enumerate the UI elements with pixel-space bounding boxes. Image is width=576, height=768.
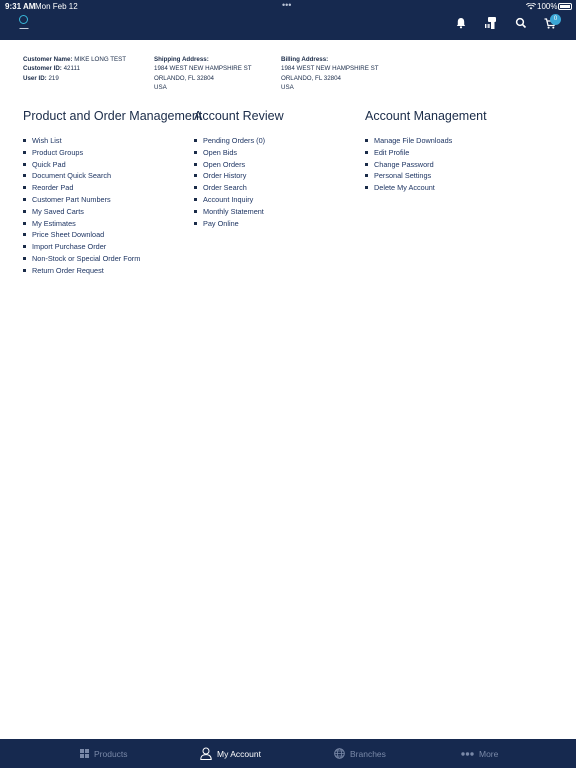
link-order-search[interactable]: Order Search xyxy=(194,182,284,194)
tab-products-label: Products xyxy=(94,748,128,759)
link-pending-orders[interactable]: Pending Orders (0) xyxy=(194,135,284,147)
user-id: 219 xyxy=(48,74,59,82)
link-import-purchase-order[interactable]: Import Purchase Order xyxy=(23,241,202,253)
customer-info xyxy=(23,55,126,83)
link-my-saved-carts[interactable]: My Saved Carts xyxy=(23,206,202,218)
section-title: Account Management xyxy=(365,109,487,123)
bell-icon[interactable] xyxy=(454,16,468,30)
link-my-estimates[interactable]: My Estimates xyxy=(23,218,202,230)
grid-icon xyxy=(80,749,89,758)
link-personal-settings[interactable]: Personal Settings xyxy=(365,170,487,182)
section-title: Account Review xyxy=(194,109,284,123)
link-account-inquiry[interactable]: Account Inquiry xyxy=(194,194,284,206)
shipping-address-label: Shipping Address: xyxy=(154,56,209,63)
link-list xyxy=(23,135,202,277)
tab-my-account-label: My Account xyxy=(217,748,261,759)
link-quick-pad[interactable]: Quick Pad xyxy=(23,159,202,171)
billing-address xyxy=(281,55,379,93)
tab-my-account[interactable] xyxy=(200,739,261,768)
top-bar xyxy=(0,0,576,40)
status-date: Mon Feb 12 xyxy=(35,2,78,11)
link-customer-part-numbers[interactable]: Customer Part Numbers xyxy=(23,194,202,206)
shipping-line1: 1984 WEST NEW HAMPSHIRE ST xyxy=(154,65,252,73)
link-order-history[interactable]: Order History xyxy=(194,170,284,182)
tab-products[interactable] xyxy=(80,739,128,768)
barcode-scanner-icon[interactable] xyxy=(484,16,498,30)
search-icon[interactable] xyxy=(514,16,528,30)
user-icon xyxy=(200,747,212,760)
billing-line3: USA xyxy=(281,84,294,92)
customer-id: 42111 xyxy=(63,65,80,73)
link-list xyxy=(365,135,487,194)
link-monthly-statement[interactable]: Monthly Statement xyxy=(194,206,284,218)
tab-more-label: More xyxy=(479,748,499,759)
link-price-sheet-download[interactable]: Price Sheet Download xyxy=(23,229,202,241)
link-change-password[interactable]: Change Password xyxy=(365,159,487,171)
link-open-orders[interactable]: Open Orders xyxy=(194,159,284,171)
link-pay-online[interactable]: Pay Online xyxy=(194,218,284,230)
status-time: 9:31 AM xyxy=(5,2,36,11)
link-product-groups[interactable]: Product Groups xyxy=(23,147,202,159)
section-title: Product and Order Management xyxy=(23,109,203,123)
billing-address-label: Billing Address: xyxy=(281,56,329,63)
globe-icon xyxy=(334,748,345,759)
billing-line2: ORLANDO, FL 32804 xyxy=(281,74,341,82)
link-manage-file-downloads[interactable]: Manage File Downloads xyxy=(365,135,487,147)
customer-name: MIKE LONG TEST xyxy=(74,56,127,63)
bottom-tab-bar xyxy=(0,739,576,768)
brand-logo-icon[interactable]: ▬▬▬ xyxy=(12,15,36,35)
product-order-management-section xyxy=(23,109,202,277)
link-open-bids[interactable]: Open Bids xyxy=(194,147,284,159)
link-reorder-pad[interactable]: Reorder Pad xyxy=(23,182,202,194)
multitasking-dots[interactable]: ••• xyxy=(282,0,292,10)
link-return-order-request[interactable]: Return Order Request xyxy=(23,265,202,277)
customer-id-label: Customer ID: xyxy=(23,65,62,73)
link-delete-my-account[interactable]: Delete My Account xyxy=(365,182,487,194)
account-management-section xyxy=(365,109,487,194)
shipping-line2: ORLANDO, FL 32804 xyxy=(154,74,214,82)
more-dots-icon xyxy=(461,752,474,756)
link-document-quick-search[interactable]: Document Quick Search xyxy=(23,170,202,182)
account-review-section xyxy=(194,109,284,229)
shipping-address xyxy=(154,55,252,93)
link-wish-list[interactable]: Wish List xyxy=(23,135,202,147)
link-edit-profile[interactable]: Edit Profile xyxy=(365,147,487,159)
tab-more[interactable] xyxy=(461,739,498,768)
tab-branches-label: Branches xyxy=(350,748,386,759)
tab-branches[interactable] xyxy=(334,739,386,768)
battery-icon xyxy=(558,3,572,10)
wifi-icon xyxy=(526,3,536,10)
cart-count-badge[interactable]: 0 xyxy=(550,14,561,25)
billing-line1: 1984 WEST NEW HAMPSHIRE ST xyxy=(281,65,379,73)
customer-name-label: Customer Name: xyxy=(23,56,73,63)
link-non-stock-special-order[interactable]: Non-Stock or Special Order Form xyxy=(23,253,202,265)
user-id-label: User ID: xyxy=(23,74,47,82)
battery-percent: 100% xyxy=(537,2,558,11)
shipping-line3: USA xyxy=(154,84,167,92)
link-list xyxy=(194,135,284,229)
